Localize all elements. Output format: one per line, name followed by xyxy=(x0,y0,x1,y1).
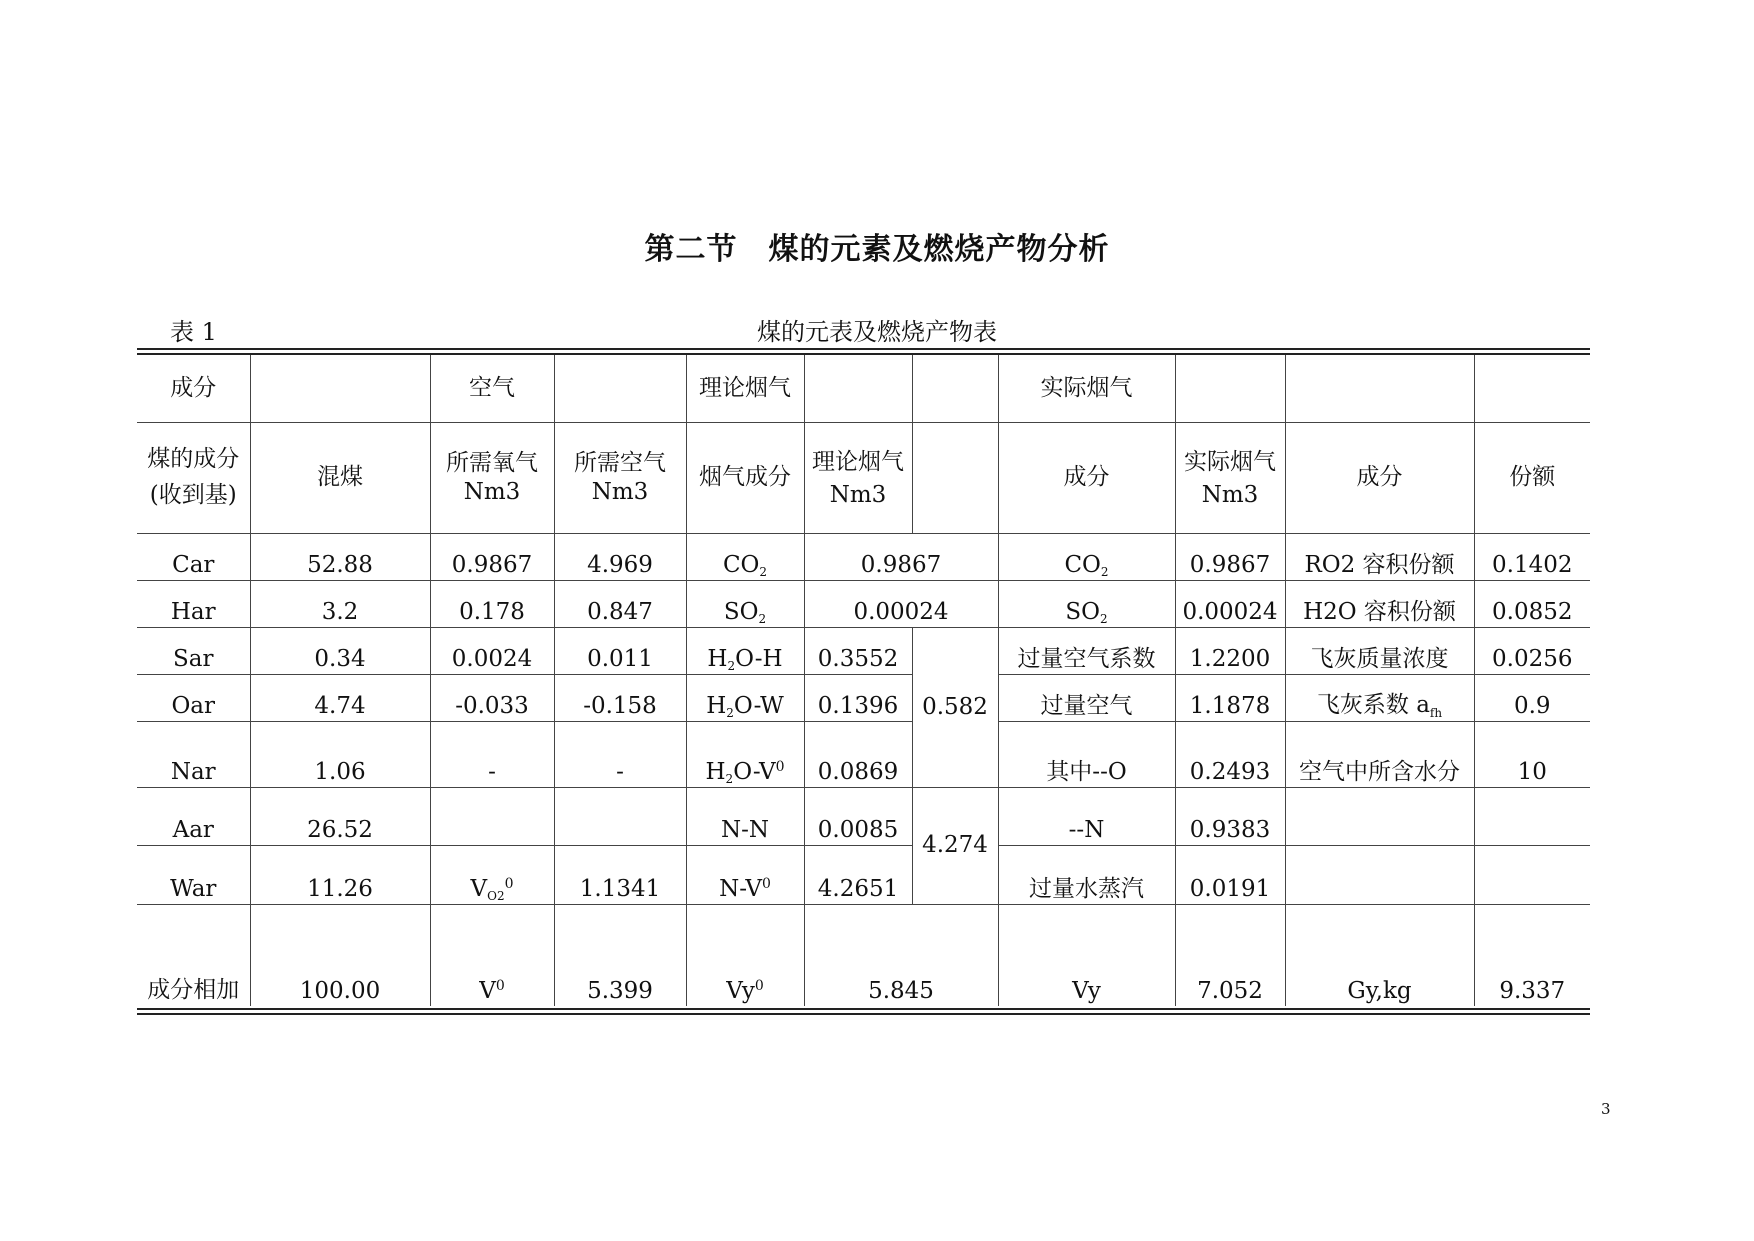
air-value: - xyxy=(554,721,686,787)
table-row-war xyxy=(137,845,1590,904)
header-fg-comp: 烟气成分 xyxy=(686,422,804,533)
param-value: 0.1402 xyxy=(1474,533,1590,580)
actual-component: 过量空气 xyxy=(998,674,1175,721)
param-value: 0.0852 xyxy=(1474,580,1590,627)
section-title: 第二节 煤的元素及燃烧产物分析 xyxy=(644,232,1110,267)
element-name: Oar xyxy=(137,674,250,721)
header-empty xyxy=(554,355,686,422)
actual-component: Vy xyxy=(998,904,1175,1006)
actual-value: 7.052 xyxy=(1175,904,1285,1006)
oxygen-value: - xyxy=(430,721,554,787)
blend-value: 26.52 xyxy=(250,787,430,845)
air-value: 4.969 xyxy=(554,533,686,580)
fg-component-text: Vy xyxy=(726,978,755,1005)
oxygen-value: 0.9867 xyxy=(430,533,554,580)
header-empty xyxy=(250,355,430,422)
actual-value: 1.2200 xyxy=(1175,627,1285,674)
air-value: 0.011 xyxy=(554,627,686,674)
table-row-oar xyxy=(137,674,1590,721)
header-comp2: 成分 xyxy=(998,422,1175,533)
top-rule xyxy=(137,348,1590,350)
param-label: RO2 容积份额 xyxy=(1285,533,1474,580)
header-row-1 xyxy=(137,355,1590,422)
page-number: 3 xyxy=(1601,1100,1611,1118)
actual-component: 过量水蒸汽 xyxy=(998,845,1175,904)
element-name: 成分相加 xyxy=(137,904,250,1006)
fg-component: N-N xyxy=(686,787,804,845)
param-value: 0.9 xyxy=(1474,674,1590,721)
fg-value: 5.845 xyxy=(804,904,998,1006)
fg-component-sub: 2 xyxy=(727,658,736,673)
param-label: 空气中所含水分 xyxy=(1285,721,1474,787)
actual-component xyxy=(998,580,1175,627)
fg-component-sup: 0 xyxy=(761,875,771,892)
actual-component xyxy=(998,533,1175,580)
header-empty xyxy=(912,355,998,422)
table-row-sum xyxy=(137,904,1590,1006)
actual-component: 其中--O xyxy=(998,721,1175,787)
air-value: -0.158 xyxy=(554,674,686,721)
empty-cell xyxy=(1285,787,1474,845)
fg-component-tail: O-W xyxy=(733,692,784,719)
header-theory-fg-label: 理论烟气 xyxy=(812,449,904,476)
air-value: 1.1341 xyxy=(554,845,686,904)
fg-component-text: N-V xyxy=(719,875,762,902)
header-empty xyxy=(1474,355,1590,422)
oxygen-value xyxy=(430,904,554,1006)
param-label-sub: fh xyxy=(1429,705,1443,720)
oxygen-value: 0.0024 xyxy=(430,627,554,674)
param-label xyxy=(1285,674,1474,721)
fg-component-tail: O-H xyxy=(735,645,783,672)
param-label: H2O 容积份额 xyxy=(1285,580,1474,627)
header-row-2 xyxy=(137,422,1590,533)
actual-component: 过量空气系数 xyxy=(998,627,1175,674)
fg-component-tail: O-V xyxy=(733,758,776,785)
fg-component-text: CO xyxy=(722,551,760,578)
header-actual-fg-nm3: Nm3 xyxy=(1201,481,1259,508)
h2o-total-merged: 0.582 xyxy=(912,627,998,787)
fg-component xyxy=(686,904,804,1006)
oxygen-value: -0.033 xyxy=(430,674,554,721)
header-air-req-label: 所需空气 xyxy=(574,449,666,476)
header-blend: 混煤 xyxy=(250,422,430,533)
header-oxygen-req-unit: Nm3 xyxy=(463,478,521,505)
header-coal-comp: 煤的成分(收到基) xyxy=(137,422,250,533)
empty-cell xyxy=(1474,845,1590,904)
param-label-text: 飞灰系数 a xyxy=(1316,691,1430,718)
actual-value: 1.1878 xyxy=(1175,674,1285,721)
header-empty xyxy=(1285,355,1474,422)
header-actual-fg-unit xyxy=(1175,422,1285,533)
actual-value: 0.00024 xyxy=(1175,580,1285,627)
oxygen-value xyxy=(430,845,554,904)
fg-value: 0.3552 xyxy=(804,627,912,674)
table-row-nar xyxy=(137,721,1590,787)
air-value: 5.399 xyxy=(554,904,686,1006)
fg-component xyxy=(686,721,804,787)
actual-value: 0.2493 xyxy=(1175,721,1285,787)
n-total-merged: 4.274 xyxy=(912,787,998,904)
actual-value: 0.0191 xyxy=(1175,845,1285,904)
header-empty xyxy=(1175,355,1285,422)
oxygen-value-sup: 0 xyxy=(495,978,505,995)
header-air-req xyxy=(554,422,686,533)
table-caption: 煤的元表及燃烧产物表 xyxy=(757,318,997,346)
blend-value: 1.06 xyxy=(250,721,430,787)
header-theory-fg-nm3: Nm3 xyxy=(829,481,887,508)
fg-component-text: H xyxy=(707,645,728,672)
blend-value: 52.88 xyxy=(250,533,430,580)
coal-combustion-table xyxy=(137,355,1590,1006)
element-name: Sar xyxy=(137,627,250,674)
table-row-sar xyxy=(137,627,1590,674)
fg-component-sub: 2 xyxy=(758,611,767,626)
actual-value: 0.9383 xyxy=(1175,787,1285,845)
header-air: 空气 xyxy=(430,355,554,422)
fg-component-sup: 0 xyxy=(775,758,785,775)
empty-cell xyxy=(430,787,554,845)
fg-value: 0.9867 xyxy=(804,533,998,580)
element-name: War xyxy=(137,845,250,904)
fg-value: 0.0085 xyxy=(804,787,912,845)
header-theory-fg: 理论烟气 xyxy=(686,355,804,422)
fg-component-sub: 2 xyxy=(725,771,734,786)
blend-value: 100.00 xyxy=(250,904,430,1006)
table-row-car xyxy=(137,533,1590,580)
oxygen-value: 0.178 xyxy=(430,580,554,627)
oxygen-value-text: V xyxy=(470,875,488,902)
actual-component-sub: 2 xyxy=(1099,611,1108,626)
header-oxygen-req xyxy=(430,422,554,533)
fg-component-sub: 2 xyxy=(759,564,768,579)
fg-component xyxy=(686,627,804,674)
fg-value: 0.0869 xyxy=(804,721,912,787)
header-actual-fg-label: 实际烟气 xyxy=(1184,449,1276,476)
bottom-rule-outer xyxy=(137,1013,1590,1015)
blend-value: 3.2 xyxy=(250,580,430,627)
fg-component xyxy=(686,674,804,721)
fg-value: 0.00024 xyxy=(804,580,998,627)
param-label: Gy,kg xyxy=(1285,904,1474,1006)
header-air-req-unit: Nm3 xyxy=(591,478,649,505)
blend-value: 11.26 xyxy=(250,845,430,904)
element-name: Har xyxy=(137,580,250,627)
fg-component-text: H xyxy=(705,758,726,785)
actual-component-text: CO xyxy=(1064,551,1101,578)
oxygen-value-text: V xyxy=(479,978,496,1005)
actual-component-text: SO xyxy=(1065,598,1100,625)
header-empty xyxy=(912,422,998,533)
actual-value: 0.9867 xyxy=(1175,533,1285,580)
oxygen-value-sup: 0 xyxy=(504,875,514,892)
oxygen-value-sub: O2 xyxy=(487,888,505,903)
header-share: 份额 xyxy=(1474,422,1590,533)
param-value: 9.337 xyxy=(1474,904,1590,1006)
blend-value: 0.34 xyxy=(250,627,430,674)
header-component: 成分 xyxy=(137,355,250,422)
fg-component-text: H xyxy=(706,692,727,719)
fg-component-sub: 2 xyxy=(726,705,734,720)
header-theory-fg-unit xyxy=(804,422,912,533)
fg-component xyxy=(686,533,804,580)
header-empty xyxy=(804,355,912,422)
actual-component: --N xyxy=(998,787,1175,845)
fg-component-sup: 0 xyxy=(754,978,764,995)
table-row-har xyxy=(137,580,1590,627)
element-name: Nar xyxy=(137,721,250,787)
air-value: 0.847 xyxy=(554,580,686,627)
param-label: 飞灰质量浓度 xyxy=(1285,627,1474,674)
blend-value: 4.74 xyxy=(250,674,430,721)
fg-component xyxy=(686,580,804,627)
element-name: Car xyxy=(137,533,250,580)
actual-component-sub: 2 xyxy=(1100,564,1109,579)
empty-cell xyxy=(1474,787,1590,845)
fg-component xyxy=(686,845,804,904)
fg-value: 0.1396 xyxy=(804,674,912,721)
table-row-aar xyxy=(137,787,1590,845)
header-comp3: 成分 xyxy=(1285,422,1474,533)
fg-value: 4.2651 xyxy=(804,845,912,904)
table-number: 表 1 xyxy=(170,318,217,346)
header-actual-fg: 实际烟气 xyxy=(998,355,1175,422)
empty-cell xyxy=(554,787,686,845)
param-value: 10 xyxy=(1474,721,1590,787)
param-value: 0.0256 xyxy=(1474,627,1590,674)
header-oxygen-req-label: 所需氧气 xyxy=(446,449,538,476)
empty-cell xyxy=(1285,845,1474,904)
bottom-rule xyxy=(137,1008,1590,1010)
fg-component-text: SO xyxy=(723,598,759,625)
element-name: Aar xyxy=(137,787,250,845)
